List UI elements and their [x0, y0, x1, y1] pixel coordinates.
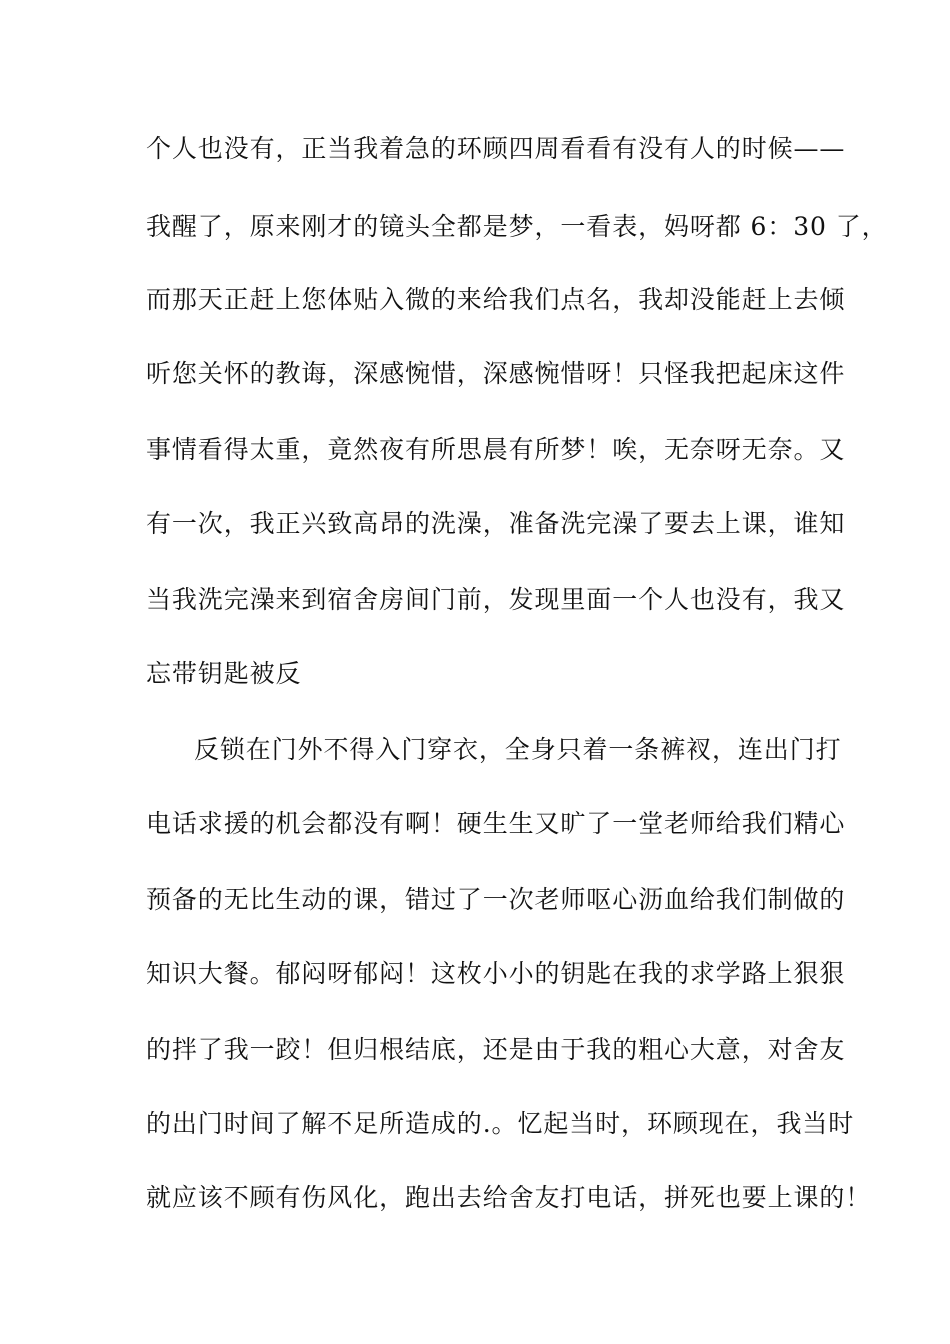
text-line: 而那天正赶上您体贴入微的来给我们点名，我却没能赶上去倾 — [146, 285, 846, 314]
text-line: 知识大餐。郁闷呀郁闷！这枚小小的钥匙在我的求学路上狠狠 — [146, 959, 846, 988]
paragraph-first-line: 反锁在门外不得入门穿衣，全身只着一条裤衩，连出门打 — [194, 735, 842, 764]
text-line: 当我洗完澡来到宿舍房间门前，发现里面一个人也没有，我又 — [146, 585, 846, 614]
text-line: 有一次，我正兴致高昂的洗澡，准备洗完澡了要去上课，谁知 — [146, 509, 846, 538]
text-line: 事情看得太重，竟然夜有所思晨有所梦！唉，无奈呀无奈。又 — [146, 435, 846, 464]
text-line: 听您关怀的教诲，深感惋惜，深感惋惜呀！只怪我把起床这件 — [146, 359, 846, 388]
text-line: 忘带钥匙被反 — [146, 659, 302, 688]
text-line: 电话求援的机会都没有啊！硬生生又旷了一堂老师给我们精心 — [146, 809, 846, 838]
text-line: 预备的无比生动的课，错过了一次老师呕心沥血给我们制做的 — [146, 885, 846, 914]
text-line: 的拌了我一跤！但归根结底，还是由于我的粗心大意，对舍友 — [146, 1035, 846, 1064]
text-line: 就应该不顾有伤风化，跑出去给舍友打电话，拼死也要上课的！ — [146, 1183, 872, 1212]
text-line: 我醒了，原来刚才的镜头全都是梦，一看表，妈呀都 6：30 了， — [146, 212, 888, 241]
text-line: 的出门时间了解不足所造成的.。忆起当时，环顾现在，我当时 — [146, 1109, 855, 1138]
text-line: 个人也没有，正当我着急的环顾四周看看有没有人的时候—— — [146, 134, 846, 163]
